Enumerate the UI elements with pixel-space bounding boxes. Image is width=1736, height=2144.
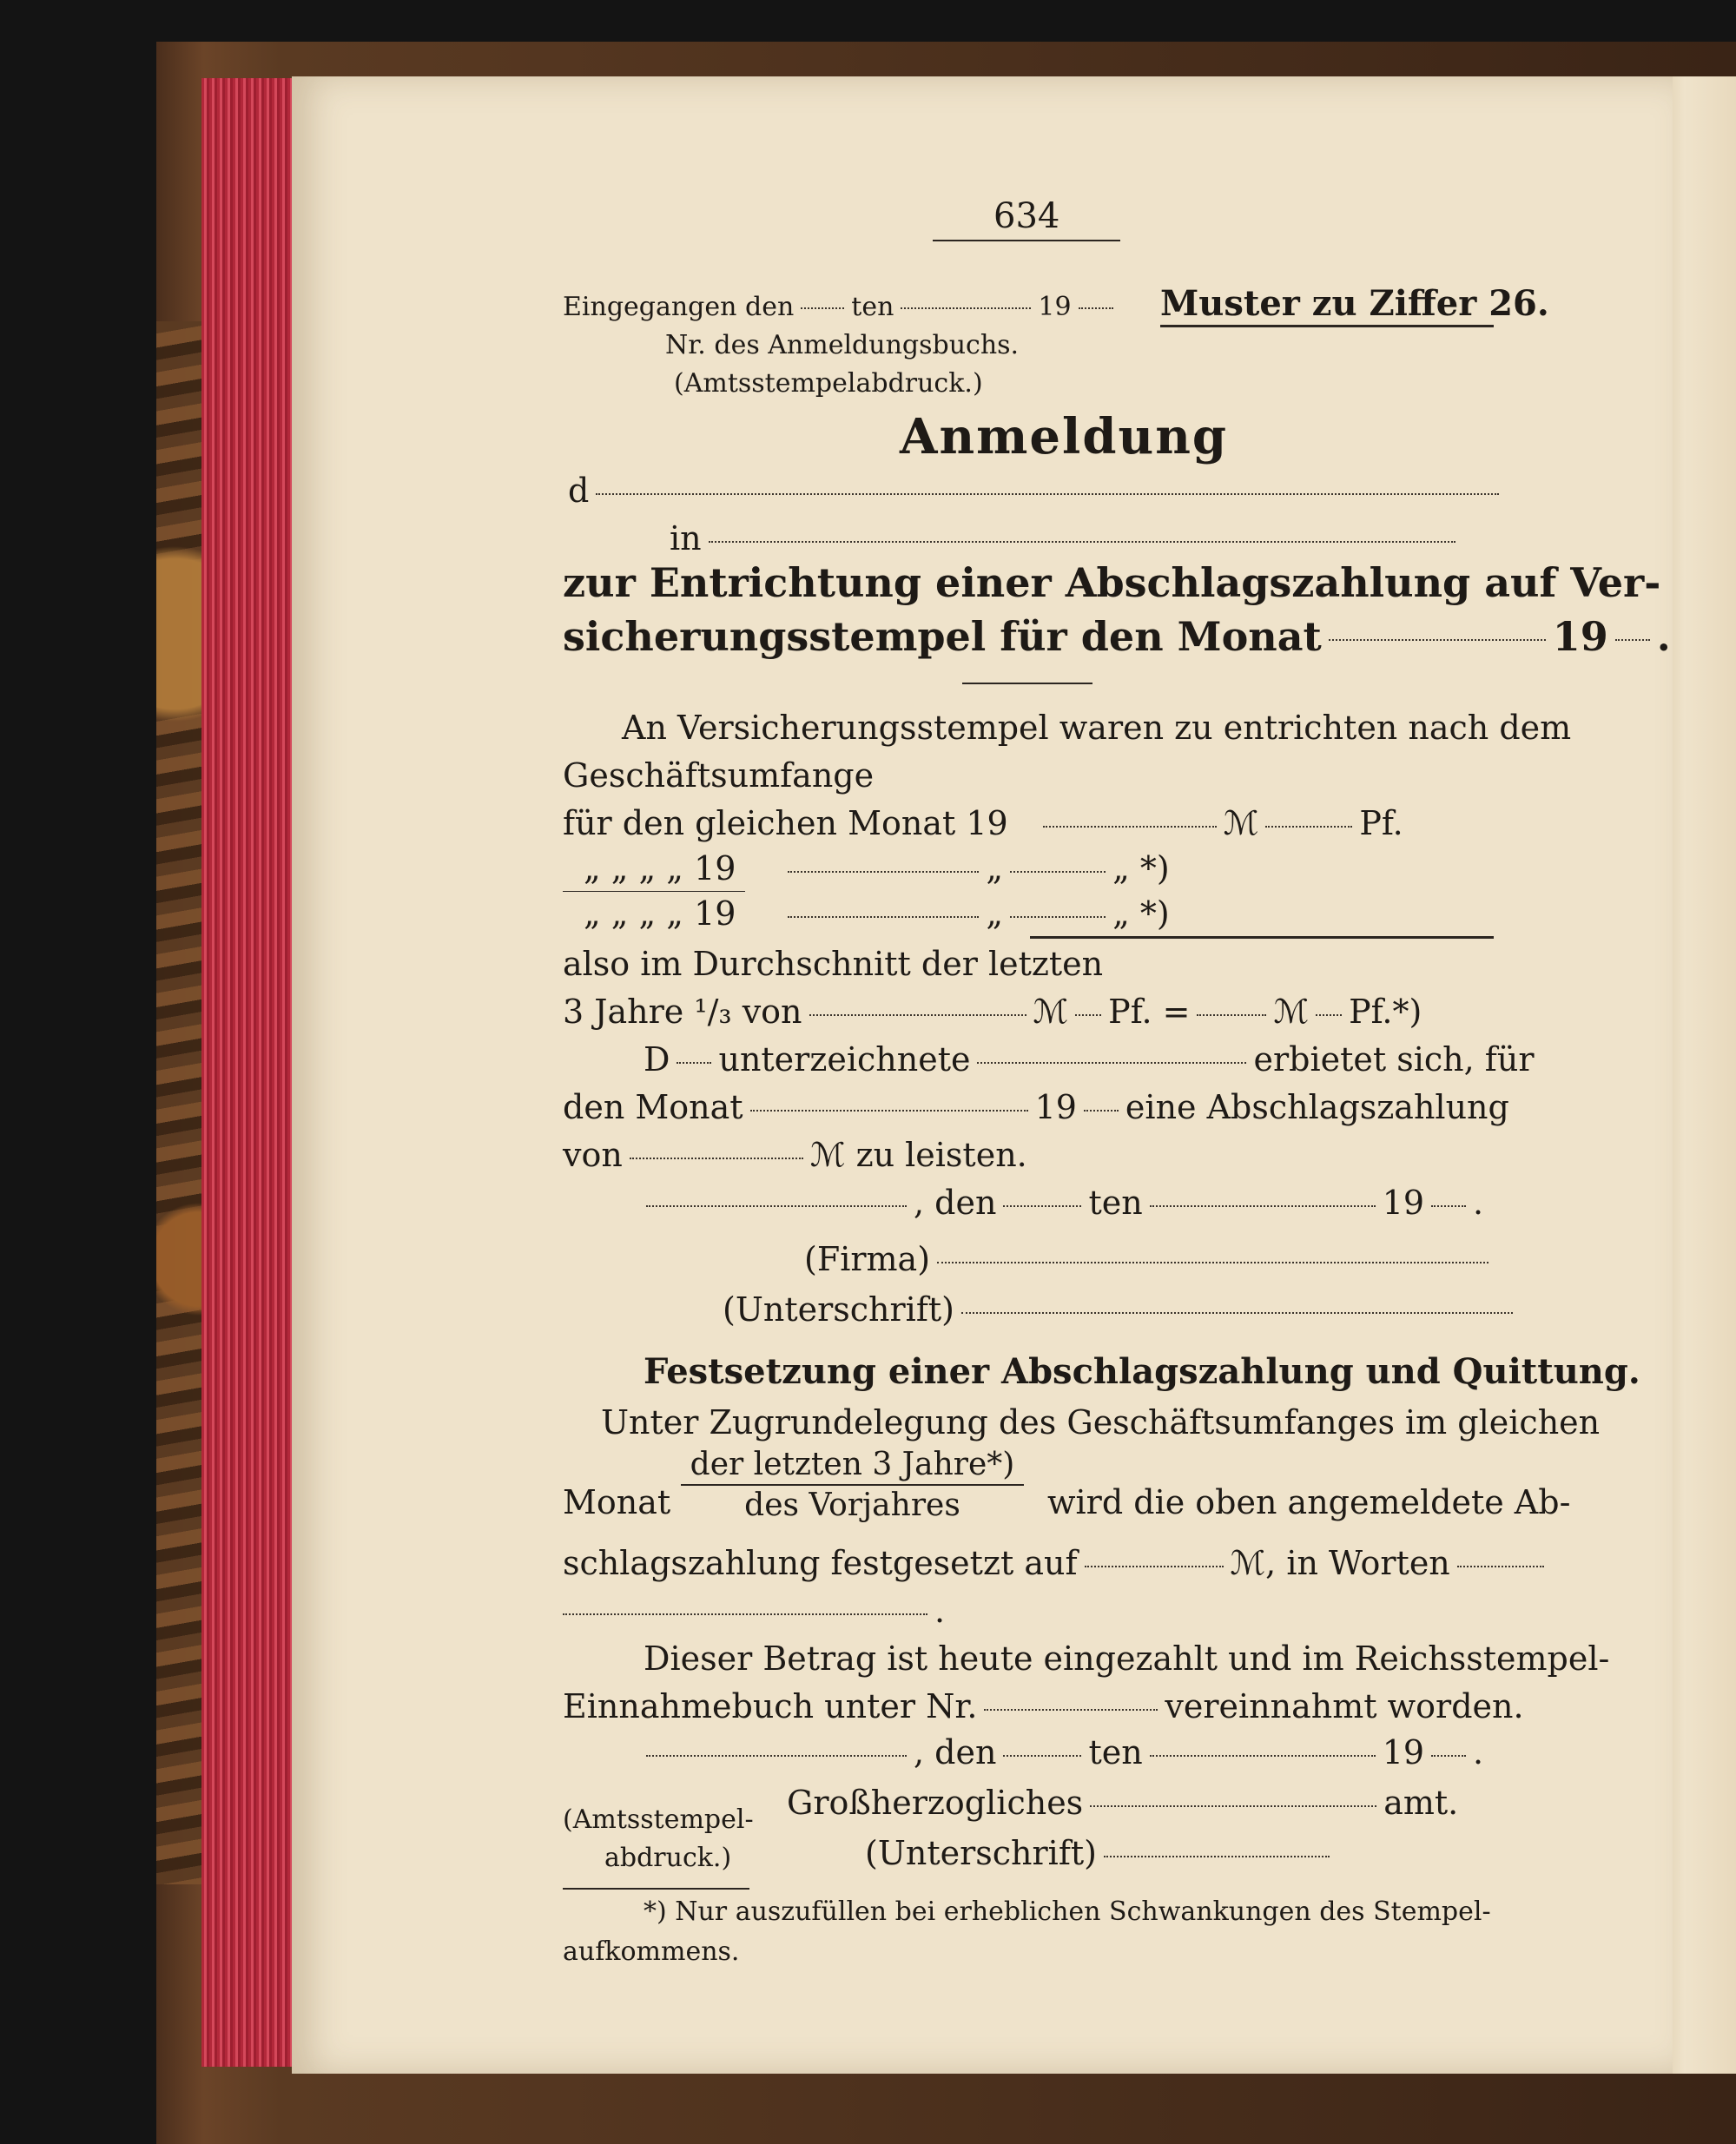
para1-line-a: An Versicherungsstempel waren zu entrichten nach dem <box>622 709 1572 747</box>
section2-para2: Dieser Betrag ist heute eingezahlt und im Reichsstempel- <box>644 1639 1610 1678</box>
monat-label: Monat <box>563 1483 671 1521</box>
fraction-denominator: des Vorjahres <box>744 1488 960 1523</box>
footnote-rule <box>563 1888 749 1890</box>
subtitle-line-2: sicherungsstempel für den Monat 19 . <box>563 613 1671 660</box>
in-line: in <box>670 519 1462 557</box>
amount-line: von ℳ zu leisten. <box>563 1136 1027 1174</box>
received-line: Eingegangen den ten 19 <box>563 292 1120 322</box>
row-ditto-2: „ „ „ „ 19 „ „ *) <box>584 894 1170 933</box>
page-edges <box>201 78 299 2067</box>
muster-label: Muster zu Ziffer 26. <box>1160 283 1549 324</box>
stamp-note-a: (Amtsstempel- <box>563 1804 754 1835</box>
stamp-note-b: abdruck.) <box>604 1843 732 1873</box>
footnote-line-2: aufkommens. <box>563 1936 740 1967</box>
receipt-line: Einnahmebuch unter Nr. vereinnahmt worden. <box>563 1687 1524 1725</box>
average-line-b: 3 Jahre ¹/₃ von ℳ Pf. = ℳ Pf.*) <box>563 993 1422 1031</box>
month-fraction <box>681 1447 1024 1523</box>
office-signature-line: (Unterschrift) <box>865 1834 1337 1872</box>
row-same-month: für den gleichen Monat 19 ℳ Pf. <box>563 804 1403 842</box>
row-ditto-1: „ „ „ „ 19 „ „ *) <box>584 849 1170 887</box>
form-title: Anmeldung <box>900 408 1229 465</box>
para1-line-b: Geschäftsumfange <box>563 756 875 795</box>
signature-line: (Unterschrift) <box>723 1290 1520 1329</box>
subtitle-line-1: zur Entrichtung einer Abschlagszahlung auf Ver- <box>563 559 1661 606</box>
section2-para1-cont: wird die oben angemeldete Ab- <box>1047 1483 1571 1521</box>
title-separator <box>962 683 1092 684</box>
office-line: Großherzogliches amt. <box>787 1784 1459 1822</box>
assessment-line: schlagszahlung festgesetzt auf ℳ, in Worten <box>563 1544 1551 1582</box>
fraction-numerator: der letzten 3 Jahre*) <box>690 1447 1015 1482</box>
average-line-a: also im Durchschnitt der letzten <box>563 945 1104 983</box>
muster-underline <box>1160 325 1494 327</box>
stamp-note: (Amtsstempelabdruck.) <box>674 368 983 399</box>
footnote-line-1: *) Nur auszufüllen bei erheblichen Schwankungen des Stempel- <box>644 1897 1491 1927</box>
page-number: 634 <box>993 196 1060 236</box>
document-page <box>292 76 1673 2074</box>
section2-para1: Unter Zugrundelegung des Geschäftsumfanges im gleichen <box>601 1403 1601 1441</box>
undersigned-line: D unterzeichnete erbietet sich, für <box>644 1040 1535 1079</box>
registration-number: Nr. des Anmeldungsbuchs. <box>665 330 1020 360</box>
d-line: d <box>568 472 1506 510</box>
page-number-rule <box>933 240 1120 241</box>
receipt-date-line: , den ten 19 . <box>639 1733 1483 1771</box>
month-line: den Monat 19 eine Abschlagszahlung <box>563 1088 1509 1126</box>
firma-line: (Firma) <box>804 1240 1495 1278</box>
ditto-rule <box>563 891 745 892</box>
date-line: , den ten 19 . <box>639 1184 1483 1222</box>
assessment-line-cont: . <box>563 1592 945 1630</box>
section2-heading: Festsetzung einer Abschlagszahlung und Quittung. <box>644 1351 1640 1392</box>
sum-rule <box>1030 936 1494 939</box>
